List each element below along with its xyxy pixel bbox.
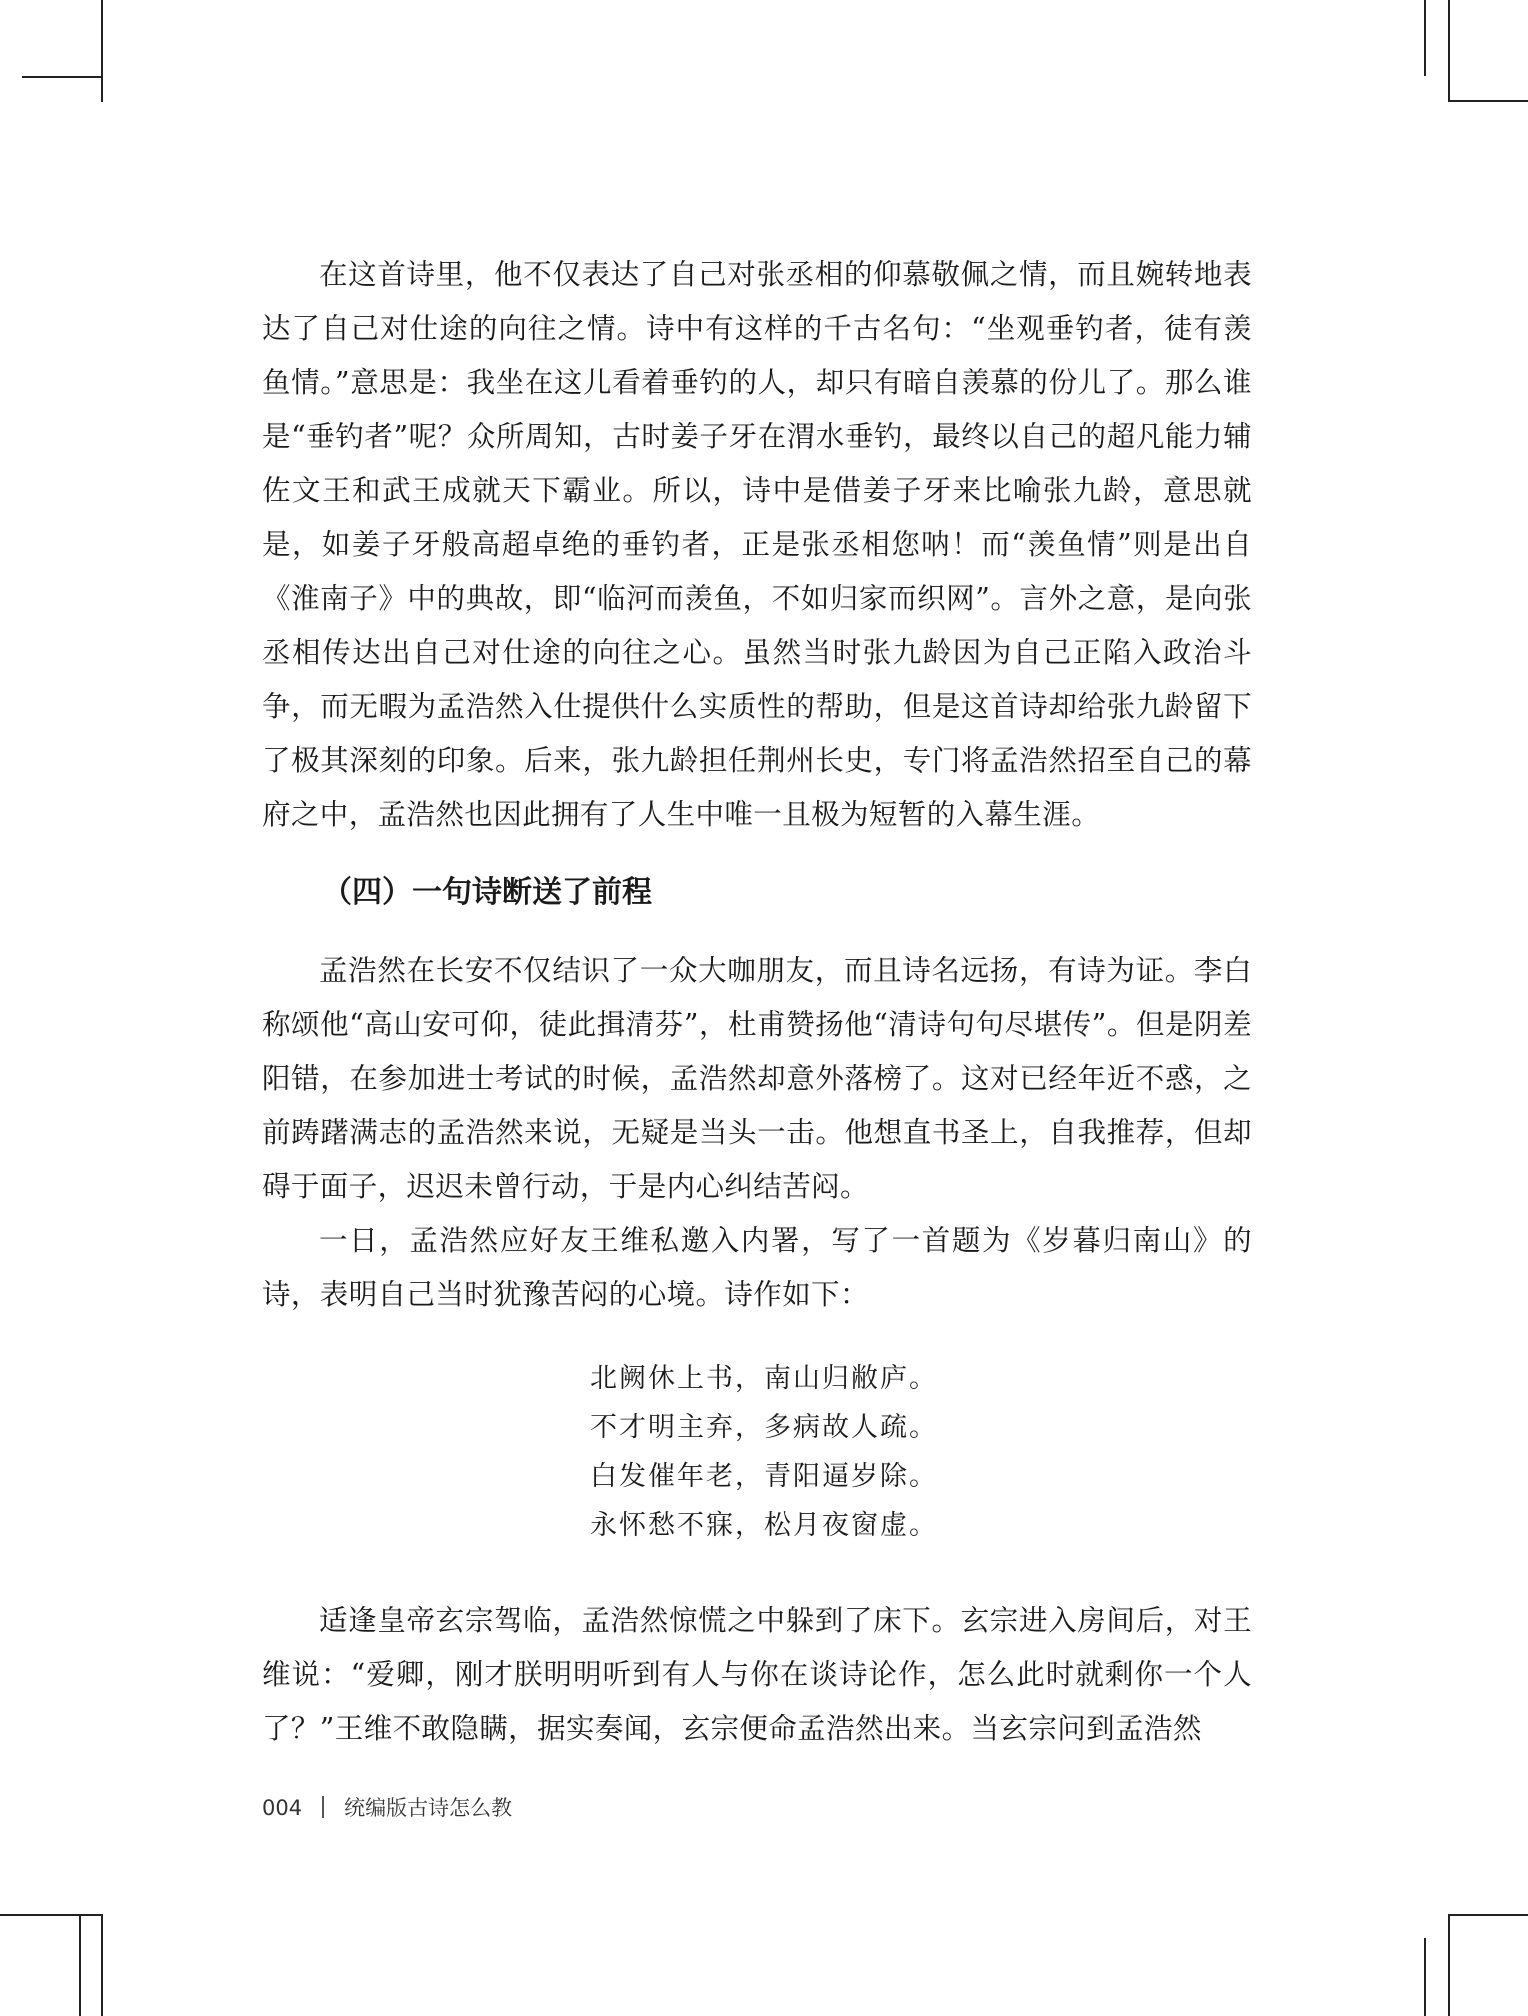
paragraph: 在这首诗里，他不仅表达了自己对张丞相的仰慕敬佩之情，而且婉转地表达了自己对仕途的向往之情。诗中有这样的千古名句：“坐观垂钓者，徒有羡鱼情。”意思是：我坐在这儿看着垂钓的人，却只有暗自羡慕的份儿了。那么谁是“垂钓者”呢？众所周知，古时姜子牙在渭水垂钓，最终以自己的超凡能力辅佐文王和武王成就天下霸业。所以，诗中是借姜子牙来比喻张九龄，意思就是，如姜子牙般高超卓绝的垂钓者，正是张丞相您呐！而“羡鱼情”则是出自《淮南子》中的典故，即“临河而羡鱼，不如归家而织网”。言外之意，是向张丞相传达出自己对仕途的向往之心。虽然当时张九龄因为自己正陷入政治斗争，而无暇为孟浩然入仕提供什么实质性的帮助，但是这首诗却给张九龄留下了极其深刻的印象。后来，张九龄担任荆州长史，专门将孟浩然招至自己的幕府之中，孟浩然也因此拥有了人生中唯一且极为短暂的入幕生涯。 [262, 258, 1252, 831]
crop-mark-top-left-vertical [101, 0, 103, 102]
crop-mark-bottom-left-vertical [79, 1914, 81, 2016]
poem-line: 白发催年老，青阳逼岁除。 [590, 1461, 938, 1492]
page-number: 004 [262, 1796, 303, 1820]
poem-block [590, 1354, 938, 1550]
poem-line: 永怀愁不寐，松月夜窗虚。 [590, 1510, 938, 1541]
page-footer [262, 1788, 512, 1828]
crop-mark-bottom-right-horizontal [1448, 1914, 1528, 1916]
paragraph: 适逢皇帝玄宗驾临，孟浩然惊慌之中躲到了床下。玄宗进入房间后，对王维说：“爱卿，刚才朕明明听到有人与你在谈诗论作，怎么此时就剩你一个人了？”王维不敢隐瞒，据实奏闻，玄宗便命孟浩然出来。当玄宗问到孟浩然 [262, 1604, 1252, 1745]
crop-mark-top-right-horizontal [1448, 100, 1528, 102]
section-heading: （四）一句诗断送了前程 [322, 875, 652, 910]
body-text-section-3 [262, 1594, 1252, 1756]
footer-separator [322, 1796, 324, 1818]
paragraph: 一日，孟浩然应好友王维私邀入内署，写了一首题为《岁暮归南山》的诗，表明自己当时犹豫苦闷的心境。诗作如下： [262, 1224, 1252, 1311]
crop-mark-top-right-vertical-2 [1448, 0, 1450, 102]
body-text-section-1 [262, 248, 1252, 842]
book-title: 统编版古诗怎么教 [344, 1796, 513, 1820]
crop-mark-bottom-right-vertical [1448, 1914, 1450, 2016]
poem-line: 北阙休上书，南山归敝庐。 [590, 1363, 938, 1394]
paragraph: 孟浩然在长安不仅结识了一众大咖朋友，而且诗名远扬，有诗为证。李白称颂他“高山安可仰，徒此揖清芬”，杜甫赞扬他“清诗句句尽堪传”。但是阴差阳错，在参加进士考试的时候，孟浩然却意外落榜了。这对已经年近不惑，之前踌躇满志的孟浩然来说，无疑是当头一击。他想直书圣上，自我推荐，但却碍于面子，迟迟未曾行动，于是内心纠结苦闷。 [262, 954, 1252, 1203]
body-text-section-2 [262, 944, 1252, 1322]
poem-line: 不才明主弃，多病故人疏。 [590, 1412, 938, 1443]
crop-mark-bottom-left-vertical-2 [101, 1914, 103, 2016]
crop-mark-bottom-left-horizontal [0, 1914, 102, 1916]
crop-mark-bottom-right-vertical-2 [1424, 1938, 1426, 2016]
crop-mark-top-left-horizontal [22, 76, 102, 78]
crop-mark-top-right-vertical [1424, 0, 1426, 76]
